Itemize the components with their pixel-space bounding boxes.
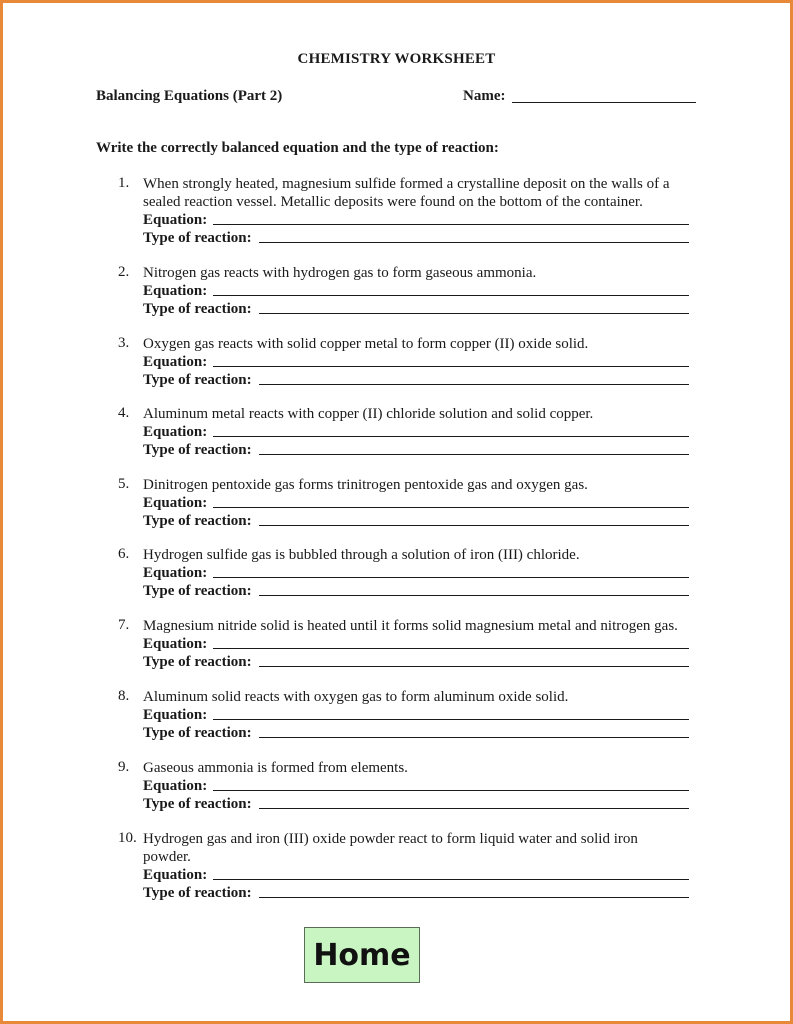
type-row xyxy=(143,582,252,600)
page-title: CHEMISTRY WORKSHEET xyxy=(297,51,496,67)
equation-blank-line[interactable] xyxy=(213,719,689,720)
question-number: 7. xyxy=(118,617,130,633)
equation-label: Equation: xyxy=(143,354,208,370)
equation-row xyxy=(143,866,207,884)
equation-row xyxy=(143,282,207,300)
name-label: Name: xyxy=(463,88,506,104)
type-row xyxy=(143,441,252,459)
type-blank-line[interactable] xyxy=(259,897,689,898)
equation-label: Equation: xyxy=(143,707,208,723)
equation-label: Equation: xyxy=(143,495,208,511)
question-text: When strongly heated, magnesium sulfide formed a crystalline deposit on the walls of a sealed reaction vessel. Metallic deposits were found on the bottom of the container. xyxy=(143,176,670,210)
question-number: 5. xyxy=(118,476,130,492)
question-number: 9. xyxy=(118,759,130,775)
type-row xyxy=(143,371,252,389)
question-number: 3. xyxy=(118,335,130,351)
equation-row xyxy=(143,564,207,582)
equation-blank-line[interactable] xyxy=(213,577,689,578)
question-text: Dinitrogen pentoxide gas forms trinitrogen pentoxide gas and oxygen gas. xyxy=(143,477,588,493)
equation-blank-line[interactable] xyxy=(213,790,689,791)
question-number: 10. xyxy=(118,830,137,846)
type-row xyxy=(143,653,252,671)
type-of-reaction-label: Type of reaction: xyxy=(143,301,252,317)
question-text: Hydrogen sulfide gas is bubbled through a solution of iron (III) chloride. xyxy=(143,547,580,563)
equation-row xyxy=(143,353,207,371)
equation-blank-line[interactable] xyxy=(213,507,689,508)
equation-blank-line[interactable] xyxy=(213,295,689,296)
type-of-reaction-label: Type of reaction: xyxy=(143,725,252,741)
equation-blank-line[interactable] xyxy=(213,879,689,880)
type-of-reaction-label: Type of reaction: xyxy=(143,230,252,246)
type-of-reaction-label: Type of reaction: xyxy=(143,372,252,388)
question-number: 8. xyxy=(118,688,130,704)
type-blank-line[interactable] xyxy=(259,666,689,667)
equation-blank-line[interactable] xyxy=(213,436,689,437)
type-blank-line[interactable] xyxy=(259,525,689,526)
equation-label: Equation: xyxy=(143,565,208,581)
worksheet-subtitle: Balancing Equations (Part 2) xyxy=(96,88,283,104)
type-of-reaction-label: Type of reaction: xyxy=(143,442,252,458)
type-of-reaction-label: Type of reaction: xyxy=(143,654,252,670)
equation-label: Equation: xyxy=(143,212,208,228)
question-text: Aluminum metal reacts with copper (II) chloride solution and solid copper. xyxy=(143,406,594,422)
type-row xyxy=(143,795,252,813)
equation-blank-line[interactable] xyxy=(213,224,689,225)
type-of-reaction-label: Type of reaction: xyxy=(143,583,252,599)
equation-label: Equation: xyxy=(143,867,208,883)
type-of-reaction-label: Type of reaction: xyxy=(143,885,252,901)
question-text: Oxygen gas reacts with solid copper metal to form copper (II) oxide solid. xyxy=(143,336,589,352)
equation-row xyxy=(143,211,207,229)
equation-label: Equation: xyxy=(143,283,208,299)
question-number: 2. xyxy=(118,264,130,280)
type-of-reaction-label: Type of reaction: xyxy=(143,796,252,812)
type-row xyxy=(143,300,252,318)
equation-row xyxy=(143,494,207,512)
type-blank-line[interactable] xyxy=(259,737,689,738)
question-text: Nitrogen gas reacts with hydrogen gas to form gaseous ammonia. xyxy=(143,265,537,281)
question-number: 4. xyxy=(118,405,130,421)
question-number: 6. xyxy=(118,546,130,562)
type-blank-line[interactable] xyxy=(259,384,689,385)
name-blank-line[interactable] xyxy=(512,102,696,103)
type-row xyxy=(143,229,252,247)
type-of-reaction-label: Type of reaction: xyxy=(143,513,252,529)
type-row xyxy=(143,512,252,530)
question-text: Aluminum solid reacts with oxygen gas to form aluminum oxide solid. xyxy=(143,689,569,705)
home-button[interactable]: Home xyxy=(304,927,420,983)
equation-row xyxy=(143,423,207,441)
type-blank-line[interactable] xyxy=(259,595,689,596)
question-text: Hydrogen gas and iron (III) oxide powder react to form liquid water and solid iron powder. xyxy=(143,831,638,865)
equation-row xyxy=(143,635,207,653)
equation-blank-line[interactable] xyxy=(213,366,689,367)
type-blank-line[interactable] xyxy=(259,454,689,455)
equation-blank-line[interactable] xyxy=(213,648,689,649)
equation-label: Equation: xyxy=(143,424,208,440)
type-row xyxy=(143,884,252,902)
type-blank-line[interactable] xyxy=(259,808,689,809)
equation-label: Equation: xyxy=(143,778,208,794)
question-text: Gaseous ammonia is formed from elements. xyxy=(143,760,408,776)
equation-row xyxy=(143,777,207,795)
type-blank-line[interactable] xyxy=(259,313,689,314)
type-row xyxy=(143,724,252,742)
equation-label: Equation: xyxy=(143,636,208,652)
question-number: 1. xyxy=(118,175,130,191)
instructions: Write the correctly balanced equation and the type of reaction: xyxy=(96,140,499,156)
equation-row xyxy=(143,706,207,724)
type-blank-line[interactable] xyxy=(259,242,689,243)
question-text: Magnesium nitride solid is heated until it forms solid magnesium metal and nitrogen gas. xyxy=(143,618,678,634)
